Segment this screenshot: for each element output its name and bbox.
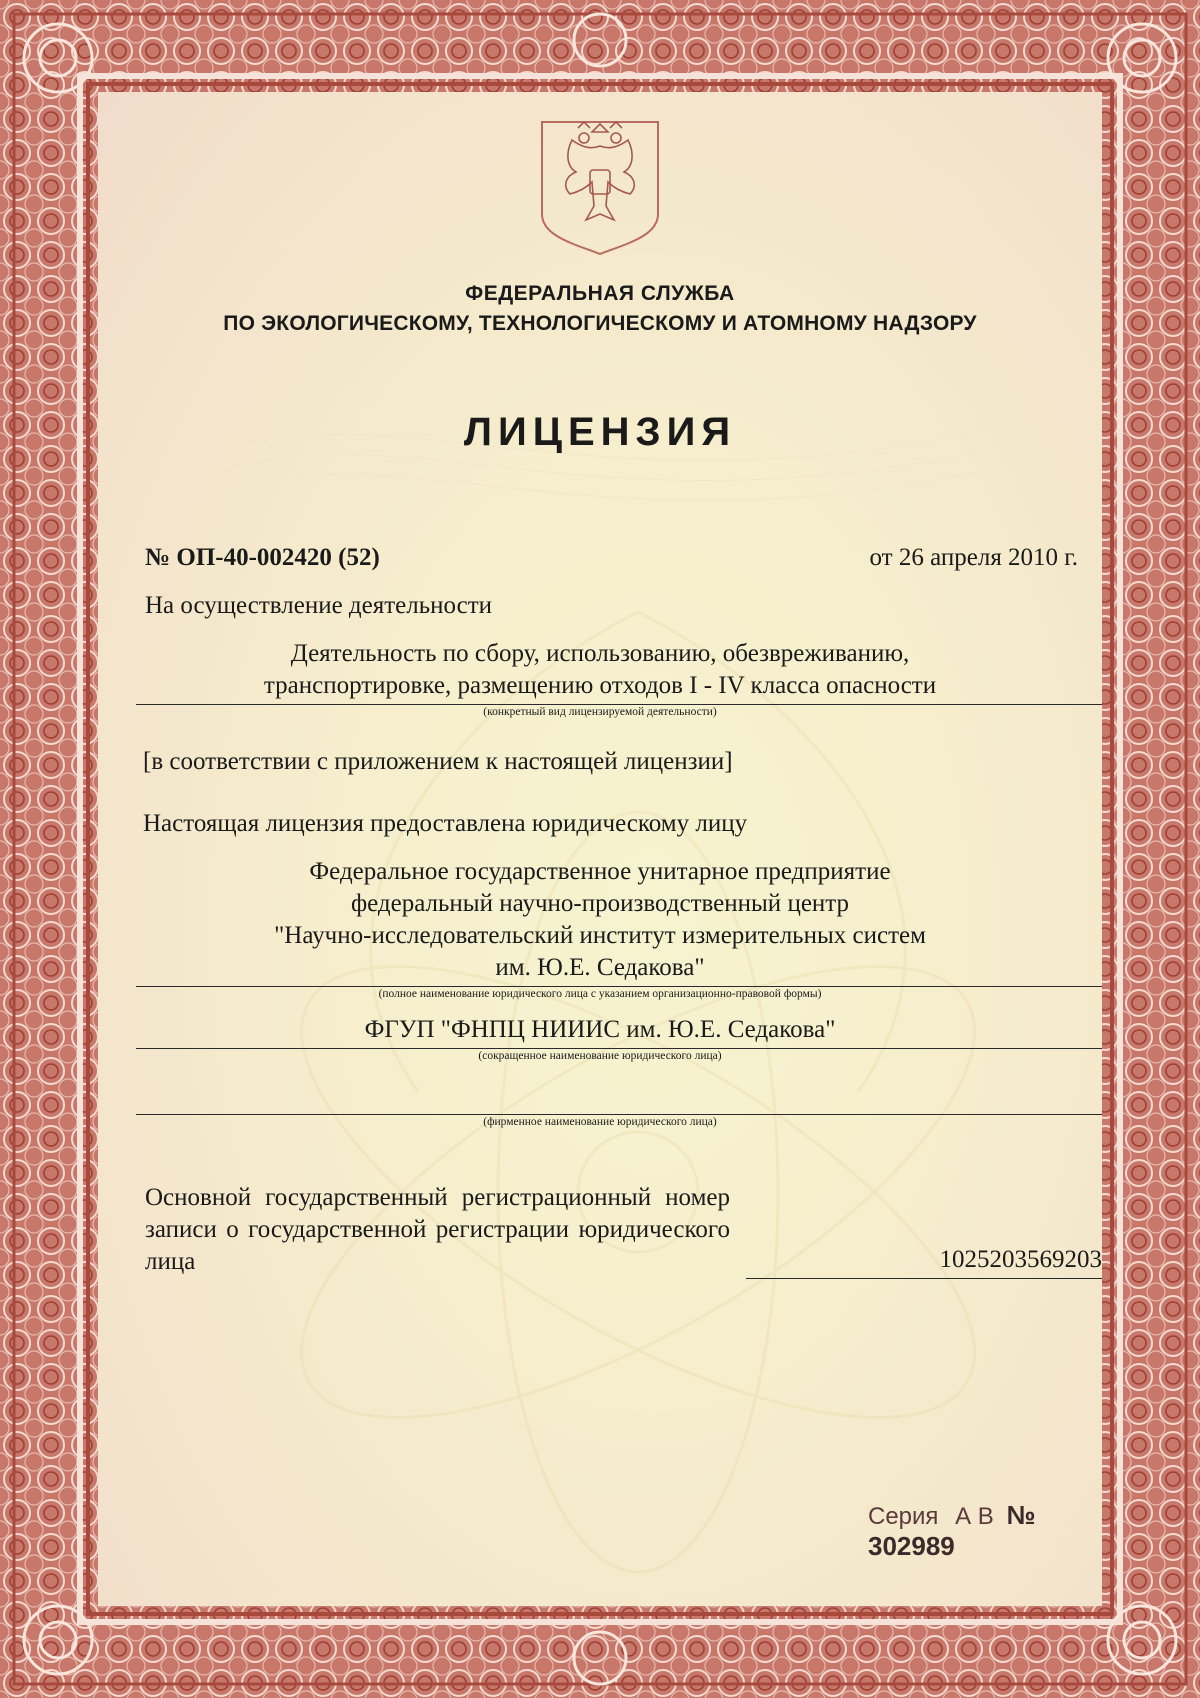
full-name-underline: [136, 986, 1102, 987]
agency-name-line1: ФЕДЕРАЛЬНАЯ СЛУЖБА: [465, 282, 735, 305]
full-name-hint: (полное наименование юридического лица с указанием организационно-правовой формы): [378, 988, 822, 1000]
granted-to-label: Настоящая лицензия предоставлена юридическому лицу: [143, 810, 748, 837]
agency-name-line2: ПО ЭКОЛОГИЧЕСКОМУ, ТЕХНОЛОГИЧЕСКОМУ И АТОМНОМУ НАДЗОРУ: [223, 312, 977, 335]
issue-date: от 26 апреля 2010 г.: [869, 544, 1078, 571]
activity-underline: [136, 704, 1102, 705]
activity-hint: (конкретный вид лицензируемой деятельности): [483, 706, 717, 718]
brand-name-underline: [136, 1114, 1102, 1115]
activity-line1: Деятельность по сбору, использованию, обезвреживанию,: [290, 640, 910, 667]
short-name: ФГУП "ФНПЦ НИИИС им. Ю.Е. Седакова": [364, 1016, 836, 1043]
series-label: Серия: [868, 1503, 939, 1530]
full-name-line3: "Научно-исследовательский институт измерительных систем: [274, 922, 926, 949]
ogrn-label: Основной государственный регистрационный номер записи о государственной регистрации юридического лица: [145, 1184, 730, 1275]
short-name-underline: [136, 1048, 1102, 1049]
ogrn-value: 1025203569203: [939, 1246, 1102, 1273]
full-name-line1: Федеральное государственное унитарное предприятие: [309, 858, 891, 885]
full-name-line4: им. Ю.Е. Седакова": [495, 954, 705, 981]
full-name-line2: федеральный научно-производственный центр: [350, 890, 850, 917]
activity-intro: На осуществление деятельности: [145, 592, 493, 619]
brand-name-hint: (фирменное наименование юридического лица): [483, 1116, 717, 1128]
document-sheet: [98, 92, 1102, 1606]
series-number: № 302989: [868, 1500, 1036, 1561]
ogrn-underline: [746, 1278, 1102, 1279]
activity-line2: транспортировке, размещению отходов I - IV класса опасности: [263, 672, 937, 699]
short-name-hint: (сокращенное наименование юридического лица): [478, 1050, 722, 1062]
document-title: ЛИЦЕНЗИЯ: [463, 410, 737, 454]
license-number: № ОП-40-002420 (52): [145, 544, 380, 571]
form-series: [868, 1500, 1102, 1562]
russian-double-headed-eagle-icon: [536, 116, 664, 256]
series-letters: А В: [955, 1503, 994, 1530]
appendix-note: [в соответствии с приложением к настоящей лицензии]: [143, 748, 733, 775]
